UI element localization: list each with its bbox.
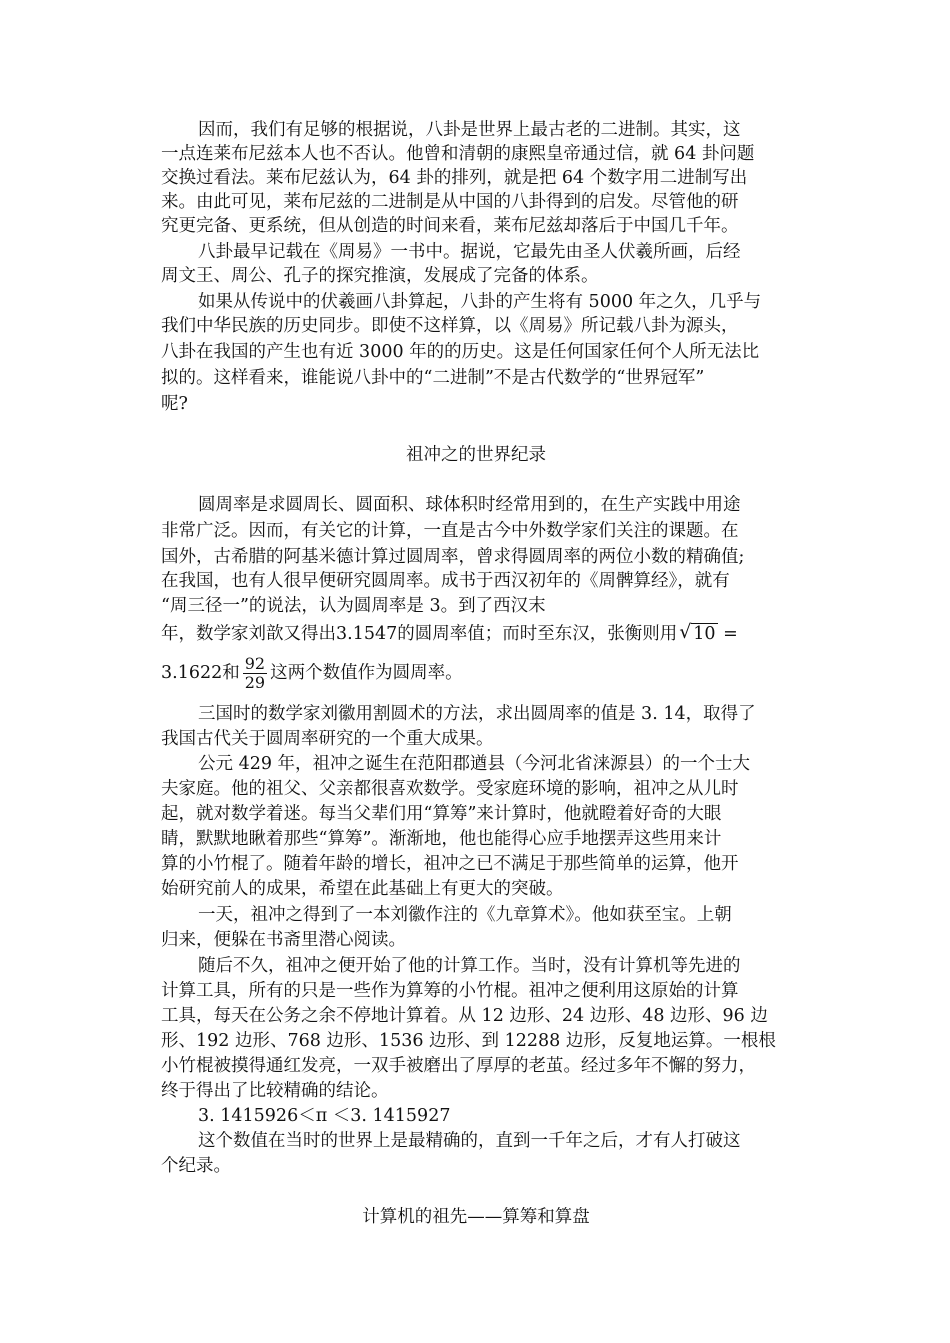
text-line: 计算工具，所有的只是一些作为算筹的小竹棍。祖冲之便利用这原始的计算: [161, 981, 739, 1001]
text-line: 我们中华民族的历史同步。即使不这样算，以《周易》所记载八卦为源头，: [161, 316, 739, 336]
text-line: 始研究前人的成果，希望在此基础上有更大的突破。: [161, 879, 564, 899]
text-line: 拟的。这样看来，谁能说八卦中的“二进制”不是古代数学的“世界冠军”: [161, 368, 705, 388]
text-line: 一天，祖冲之得到了一本刘徽作注的《九章算术》。他如获至宝。上朝: [198, 905, 732, 925]
text-fragment: 这两个数值作为圆周率。: [270, 663, 463, 683]
text-line: 周文王、周公、孔子的探究推演，发展成了完备的体系。: [161, 266, 599, 286]
text-line: 终于得出了比较精确的结论。: [161, 1081, 389, 1101]
text-line: 在我国，也有人很早便研究圆周率。成书于西汉初年的《周髀算经》，就有: [161, 571, 730, 591]
text-line: 夫家庭。他的祖父、父亲都很喜欢数学。受家庭环境的影响，祖冲之从儿时: [161, 779, 739, 799]
text-line: 究更完备、更系统，但从创造的时间来看，莱布尼兹却落后于中国几千年。: [161, 216, 739, 236]
math-line: [161, 622, 738, 646]
text-line: 3. 1415926＜π ＜3. 1415927: [198, 1106, 451, 1126]
text-fragment: 3.1622和: [161, 663, 240, 683]
text-line: 八卦最早记载在《周易》一书中。据说，它最先由圣人伏羲所画，后经: [198, 242, 741, 262]
text-line: 我国古代关于圆周率研究的一个重大成果。: [161, 729, 494, 749]
text-line: 如果从传说中的伏羲画八卦算起，八卦的产生将有 5000 年之久，几乎与: [198, 292, 762, 312]
text-line: 小竹棍被摸得通红发亮，一双手被磨出了厚厚的老茧。经过多年不懈的努力，: [161, 1056, 756, 1076]
text-line: 归来，便躲在书斋里潜心阅读。: [161, 930, 406, 950]
text-line: 起，就对数学着迷。每当父辈们用“算筹”来计算时，他就瞪着好奇的大眼: [161, 804, 722, 824]
text-line: “周三径一”的说法，认为圆周率是 3。到了西汉末: [161, 596, 546, 616]
fraction: [243, 655, 267, 692]
fraction-numerator: 92: [244, 654, 266, 673]
section-heading: 祖冲之的世界纪录: [406, 445, 546, 465]
text-line: 三国时的数学家刘徽用割圆术的方法，求出圆周率的值是 3. 14，取得了: [198, 704, 756, 724]
text-fragment: =: [717, 624, 738, 644]
text-line: 个纪录。: [161, 1156, 231, 1176]
text-line: 来。由此可见，莱布尼兹的二进制是从中国的八卦得到的启发。尽管他的研: [161, 192, 739, 212]
text-line: 睛，默默地瞅着那些“算筹”。渐渐地，他也能得心应手地摆弄这些用来计: [161, 829, 722, 849]
text-line: 八卦在我国的产生也有近 3000 年的的历史。这是任何国家任何个人所无法比: [161, 342, 760, 362]
text-line: 随后不久，祖冲之便开始了他的计算工作。当时，没有计算机等先进的: [198, 956, 741, 976]
text-fragment: 年，数学家刘歆又得出3.1547的圆周率值；而时至东汉，张衡则用: [161, 624, 678, 644]
sqrt-sign-icon: √: [679, 621, 692, 643]
text-line: 形、192 边形、768 边形、1536 边形、到 12288 边形，反复地运算。一根根: [161, 1031, 776, 1051]
text-line: 算的小竹棍了。随着年龄的增长，祖冲之已不满足于那些简单的运算，他开: [161, 854, 739, 874]
section-heading: 计算机的祖先——算筹和算盘: [362, 1207, 590, 1227]
text-line: 这个数值在当时的世界上是最精确的，直到一千年之后，才有人打破这: [198, 1131, 741, 1151]
text-line: 非常广泛。因而，有关它的计算，一直是古今中外数学家们关注的课题。在: [161, 521, 739, 541]
text-line: 交换过看法。莱布尼兹认为，64 卦的排列，就是把 64 个数字用二进制写出: [161, 168, 748, 188]
text-line: 公元 429 年，祖冲之诞生在范阳郡遒县（今河北省涞源县）的一个士大: [198, 754, 751, 774]
text-line: 工具，每天在公务之余不停地计算着。从 12 边形、24 边形、48 边形、96 边: [161, 1006, 768, 1026]
sqrt-expression: [679, 622, 717, 646]
text-line: 因而，我们有足够的根据说，八卦是世界上最古老的二进制。其实，这: [198, 120, 741, 140]
fraction-denominator: 29: [244, 673, 266, 692]
text-line: 一点连莱布尼兹本人也不否认。他曾和清朝的康熙皇帝通过信，就 64 卦问题: [161, 144, 755, 164]
text-line: 圆周率是求圆周长、圆面积、球体积时经常用到的，在生产实践中用途: [198, 495, 741, 515]
text-line: 国外，古希腊的阿基米德计算过圆周率，曾求得圆周率的两位小数的精确值;: [161, 547, 745, 567]
sqrt-radicand: 10: [693, 624, 716, 644]
math-line: [161, 655, 463, 692]
text-line: 呢?: [161, 394, 188, 414]
